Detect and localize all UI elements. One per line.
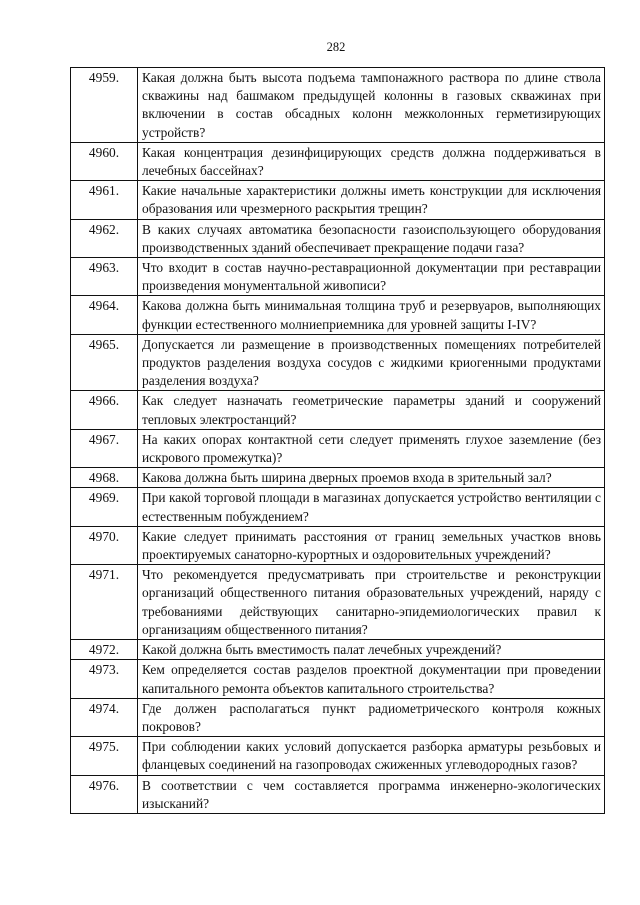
question-text: Какой должна быть вместимость палат лечебных учреждений? [138, 640, 605, 660]
question-number: 4962. [71, 219, 138, 257]
question-text: Кем определяется состав разделов проектной документации при проведении капитального ремонта объектов капитального строительства? [138, 660, 605, 698]
question-text: Какова должна быть минимальная толщина труб и резервуаров, выполняющих функции естественного молниеприемника для уровней защиты I-IV? [138, 296, 605, 334]
question-row [71, 334, 605, 391]
question-text: Что входит в состав научно-реставрационной документации при реставрации произведения монументальной живописи? [138, 258, 605, 296]
question-number: 4961. [71, 181, 138, 219]
question-row [71, 526, 605, 564]
questions-table-body [71, 68, 605, 814]
question-text: Как следует назначать геометрические параметры зданий и сооружений тепловых электростанций? [138, 391, 605, 429]
question-text: В каких случаях автоматика безопасности газоиспользующего оборудования производственных зданий обеспечивает прекращение подачи газа? [138, 219, 605, 257]
question-number: 4975. [71, 737, 138, 775]
question-text: При какой торговой площади в магазинах допускается устройство вентиляции с естественным побуждением? [138, 488, 605, 526]
question-text: Какая концентрация дезинфицирующих средств должна поддерживаться в лечебных бассейнах? [138, 142, 605, 180]
question-text: При соблюдении каких условий допускается разборка арматуры резьбовых и фланцевых соединений на газопроводах сжиженных углеводородных газов? [138, 737, 605, 775]
question-row [71, 565, 605, 640]
question-row [71, 296, 605, 334]
question-text: На каких опорах контактной сети следует применять глухое заземление (без искрового промежутка)? [138, 429, 605, 467]
question-number: 4969. [71, 488, 138, 526]
question-number: 4967. [71, 429, 138, 467]
question-row [71, 775, 605, 813]
question-text: Какая должна быть высота подъема тампонажного раствора по длине ствола скважины над башмаком предыдущей колонны в газовых скважинах при включении в состав обсадных колонн межколонных герметизирующих устройств? [138, 68, 605, 143]
question-text: Где должен располагаться пункт радиометрического контроля кожных покровов? [138, 698, 605, 736]
question-row [71, 181, 605, 219]
question-row [71, 68, 605, 143]
question-number: 4964. [71, 296, 138, 334]
question-row [71, 429, 605, 467]
question-row [71, 258, 605, 296]
question-text: Что рекомендуется предусматривать при строительстве и реконструкции организаций общественного питания образовательных учреждений, наряду с требованиями действующих санитарно-эпидемиологических правил к организациям общественного питания? [138, 565, 605, 640]
page-number: 282 [326, 40, 346, 54]
question-number: 4963. [71, 258, 138, 296]
question-row [71, 142, 605, 180]
question-row [71, 391, 605, 429]
question-number: 4968. [71, 468, 138, 488]
question-row [71, 468, 605, 488]
question-row [71, 737, 605, 775]
question-row [71, 640, 605, 660]
question-number: 4973. [71, 660, 138, 698]
question-text: Допускается ли размещение в производственных помещениях потребителей продуктов разделения воздуха сосудов с жидкими криогенными продуктами разделения воздуха? [138, 334, 605, 391]
question-number: 4966. [71, 391, 138, 429]
question-text: Какова должна быть ширина дверных проемов входа в зрительный зал? [138, 468, 605, 488]
question-number: 4960. [71, 142, 138, 180]
question-number: 4971. [71, 565, 138, 640]
question-row [71, 488, 605, 526]
question-row [71, 698, 605, 736]
questions-table [70, 67, 605, 814]
question-text: В соответствии с чем составляется программа инженерно-экологических изысканий? [138, 775, 605, 813]
question-number: 4976. [71, 775, 138, 813]
question-number: 4974. [71, 698, 138, 736]
question-text: Какие начальные характеристики должны иметь конструкции для исключения образования или чрезмерного раскрытия трещин? [138, 181, 605, 219]
question-number: 4959. [71, 68, 138, 143]
question-row [71, 660, 605, 698]
question-text: Какие следует принимать расстояния от границ земельных участков вновь проектируемых санаторно-курортных и оздоровительных учреждений? [138, 526, 605, 564]
question-number: 4970. [71, 526, 138, 564]
question-row [71, 219, 605, 257]
question-number: 4965. [71, 334, 138, 391]
question-number: 4972. [71, 640, 138, 660]
